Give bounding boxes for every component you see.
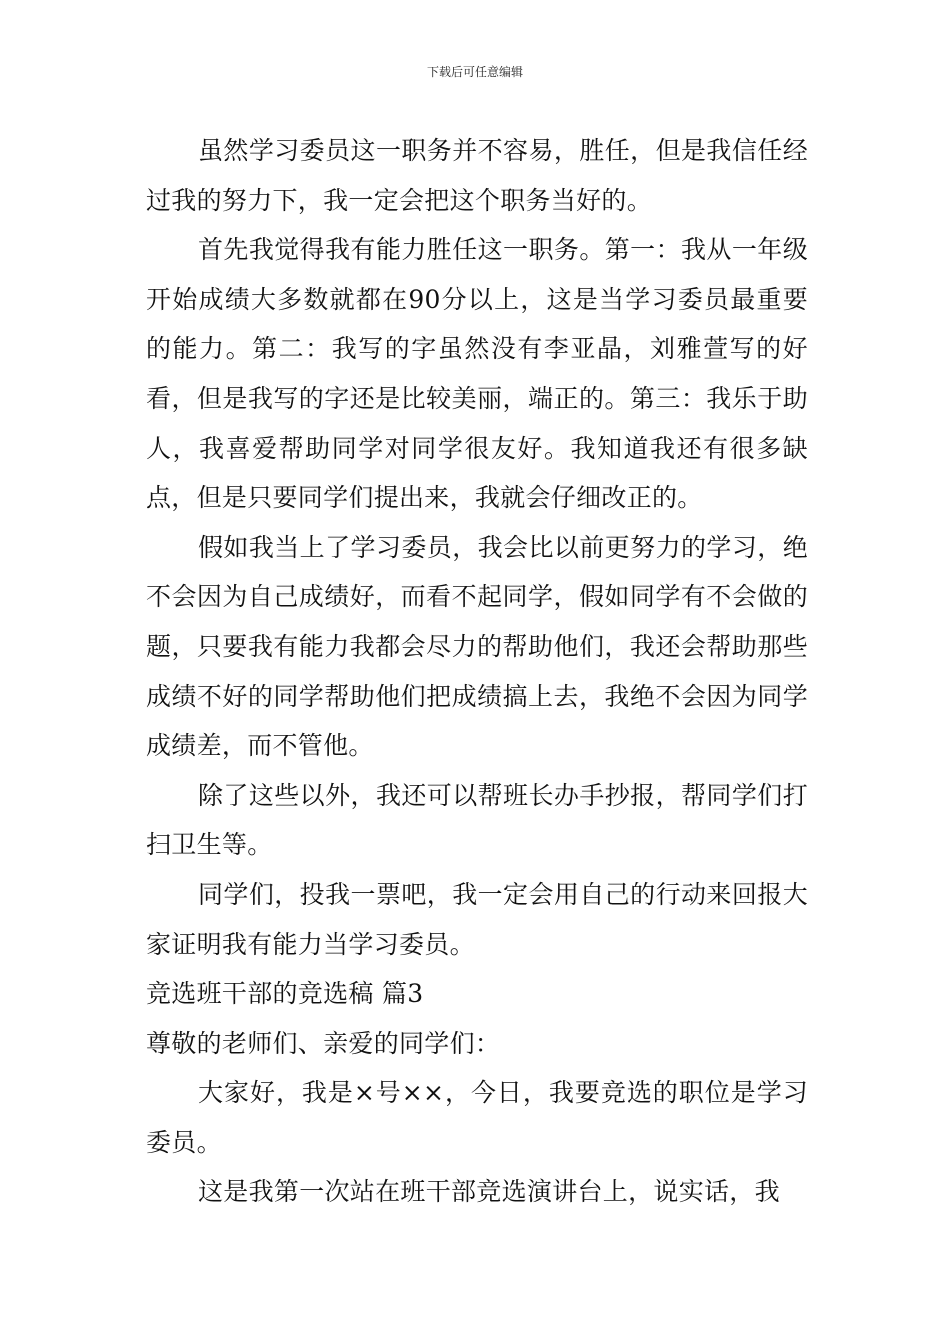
paragraph-3: 假如我当上了学习委员，我会比以前更努力的学习，绝不会因为自己成绩好，而看不起同学，假如同学有不会做的题，只要我有能力我都会尽力的帮助他们，我还会帮助那些成绩不好的同学帮助他们把成绩搞上去，我绝不会因为同学成绩差，而不管他。: [146, 532, 808, 761]
page-header-note: 下载后可任意编辑: [426, 65, 523, 79]
paragraph-5: 同学们，投我一票吧，我一定会用自己的行动来回报大家证明我有能力当学习委员。: [146, 879, 808, 959]
document-body: [146, 126, 808, 1217]
paragraph-6: 大家好，我是×号××，今日，我要竞选的职位是学习委员。: [146, 1078, 808, 1157]
paragraph-7: 这是我第一次站在班干部竞选演讲台上，说实话，我: [198, 1177, 780, 1207]
salutation: 尊敬的老师们、亲爱的同学们：: [146, 1028, 501, 1058]
paragraph-4: 除了这些以外，我还可以帮班长办手抄报，帮同学们打扫卫生等。: [146, 780, 808, 860]
section-title: 竞选班干部的竞选稿 篇3: [146, 979, 424, 1009]
paragraph-2: 首先我觉得我有能力胜任这一职务。第一：我从一年级开始成绩大多数就都在90分以上，这是当学习委员最重要的能力。第二：我写的字虽然没有李亚晶，刘雅萱写的好看，但是我写的字还是比较美丽，端正的。第三：我乐于助人，我喜爱帮助同学对同学很友好。我知道我还有很多缺点，但是只要同学们提出来，我就会仔细改正的。: [146, 235, 808, 513]
paragraph-1: 虽然学习委员这一职务并不容易，胜任，但是我信任经过我的努力下，我一定会把这个职务当好的。: [146, 136, 808, 215]
